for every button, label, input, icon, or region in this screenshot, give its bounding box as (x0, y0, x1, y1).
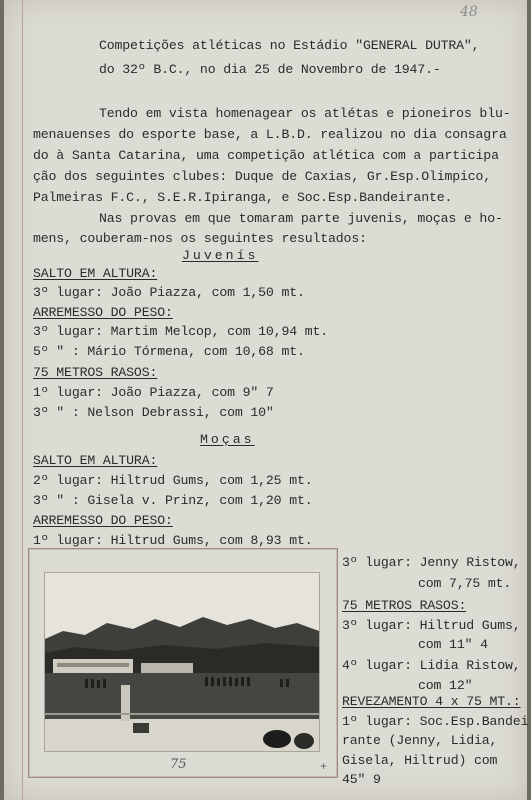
juvenis-arremesso-title: ARREMESSO DO PESO: (33, 305, 173, 320)
page-number: 48 (460, 4, 478, 20)
mocas-salto-title: SALTO EM ALTURA: (33, 453, 158, 468)
right-col-line: 4º lugar: Lidia Ristow, (342, 658, 521, 673)
right-col-line: 3º lugar: Jenny Ristow, (342, 555, 521, 570)
juvenis-salto-row: 3º lugar: João Piazza, com 1,50 mt. (33, 285, 305, 300)
corner-mark: + (320, 760, 328, 774)
margin-rule (22, 0, 23, 800)
right-col-line: com 12" (418, 678, 473, 693)
juvenis-rasos-row: 3º " : Nelson Debrassi, com 10" (33, 405, 274, 420)
right-col-line: com 11" 4 (418, 637, 488, 652)
stadium-photo (44, 572, 320, 752)
right-col-line: 3º lugar: Hiltrud Gums, (342, 618, 521, 633)
photo-number: 75 (170, 757, 187, 772)
mocas-salto-row: 2º lugar: Hiltrud Gums, com 1,25 mt. (33, 473, 313, 488)
mocas-arremesso-title: ARREMESSO DO PESO: (33, 513, 173, 528)
section-heading-juvenis: Juvenís (182, 248, 259, 263)
intro-line-4: ção dos seguintes clubes: Duque de Caxias, Gr.Esp.Olimpico, (33, 169, 492, 184)
juvenis-arremesso-row: 5º " : Mário Tórmena, com 10,68 mt. (33, 344, 305, 359)
intro-line-6: Nas provas em que tomaram parte juvenis, moças e ho- (99, 211, 503, 226)
juvenis-salto-title: SALTO EM ALTURA: (33, 266, 158, 281)
mocas-arremesso-row: 1º lugar: Hiltrud Gums, com 8,93 mt. (33, 533, 313, 548)
document-page (4, 0, 527, 800)
right-col-line: Gisela, Hiltrud) com (342, 753, 498, 768)
intro-line-3: do à Santa Catarina, uma competição atlética com a participa (33, 148, 499, 163)
juvenis-rasos-row: 1º lugar: João Piazza, com 9" 7 (33, 385, 274, 400)
right-col-line: 1º lugar: Soc.Esp.Bandei (342, 714, 529, 729)
title-line-1: Competições atléticas no Estádio "GENERAL DUTRA", (99, 38, 480, 53)
right-col-title-revezamento: REVEZAMENTO 4 x 75 MT.: (342, 694, 521, 709)
right-col-line: 45" 9 (342, 772, 381, 787)
intro-line-5: Palmeiras F.C., S.E.R.Ipiranga, e Soc.Esp.Bandeirante. (33, 190, 453, 205)
intro-line-2: menauenses do esporte base, a L.B.D. realizou no dia consagra (33, 127, 507, 142)
title-line-2: do 32º B.C., no dia 25 de Novembro de 1947.- (99, 62, 441, 77)
mocas-salto-row: 3º " : Gisela v. Prinz, com 1,20 mt. (33, 493, 313, 508)
stadium-scene-image (45, 573, 319, 751)
intro-line-1: Tendo em vista homenagear os atlétas e pioneiros blu- (99, 106, 511, 121)
intro-line-7: mens, couberam-nos os seguintes resultados: (33, 231, 367, 246)
right-col-title-rasos: 75 METROS RASOS: (342, 598, 467, 613)
juvenis-rasos-title: 75 METROS RASOS: (33, 365, 158, 380)
section-heading-mocas: Moças (200, 432, 255, 447)
juvenis-arremesso-row: 3º lugar: Martim Melcop, com 10,94 mt. (33, 324, 329, 339)
right-col-line: com 7,75 mt. (418, 576, 512, 591)
right-col-line: rante (Jenny, Lidia, (342, 733, 498, 748)
